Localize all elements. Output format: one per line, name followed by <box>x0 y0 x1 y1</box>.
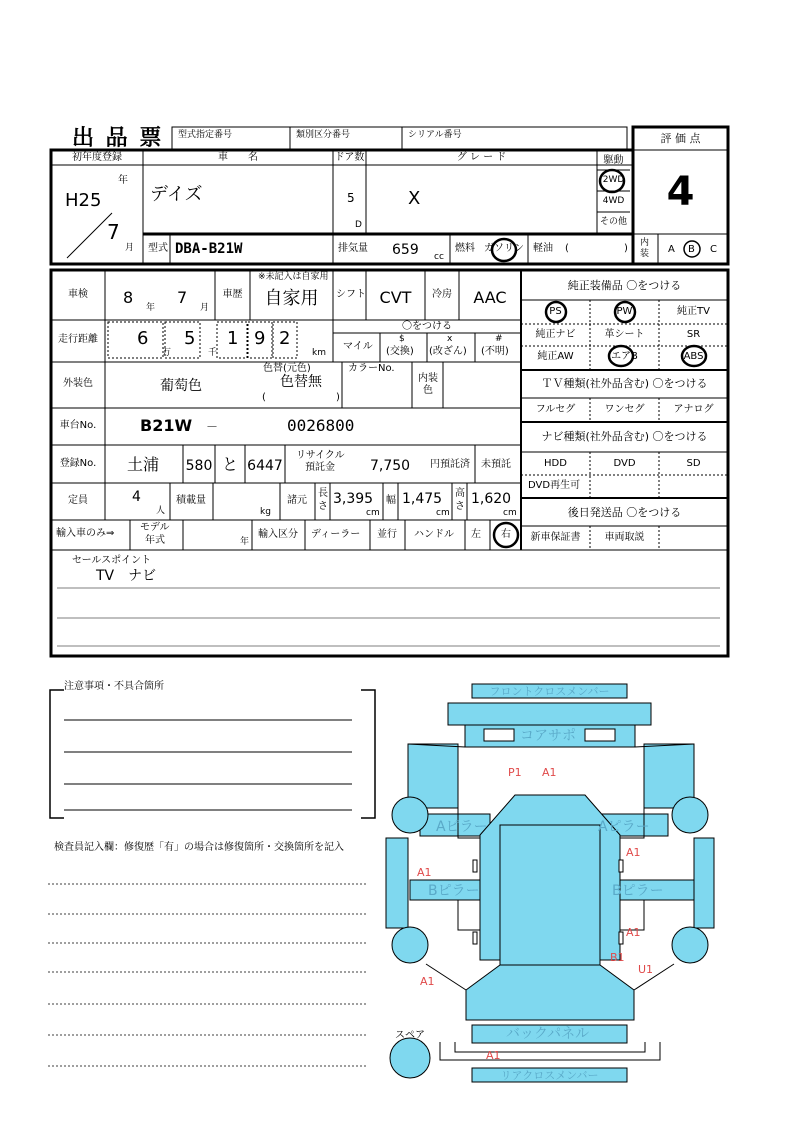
mark-a1-rear: A1 <box>486 1049 501 1062</box>
interior-c[interactable]: C <box>710 244 717 255</box>
mark-a1-front: A1 <box>542 766 557 779</box>
capacity-unit: 人 <box>156 506 166 516</box>
rear-cross-member-label: リアクロスメンバー <box>500 1069 599 1082</box>
recycle-deposited[interactable]: 預託済 <box>440 459 470 470</box>
mileage-digit-2: 5 <box>184 328 196 349</box>
import-type-label: 輸入区分 <box>258 529 298 540</box>
genuine-pw[interactable]: PW <box>616 306 633 317</box>
displacement-unit: cc <box>434 252 444 262</box>
unknown-option[interactable]: (不明) <box>481 346 509 357</box>
later-manual[interactable]: 車両取説 <box>604 532 645 543</box>
circle-note: 〇をつける <box>402 321 452 332</box>
mileage-digit-4: 9 <box>254 328 266 349</box>
tv-analog[interactable]: アナログ <box>673 404 714 415</box>
category-label: 類別区分番号 <box>296 130 351 140</box>
genuine-navi[interactable]: 純正ナビ <box>535 329 576 340</box>
length-unit: cm <box>366 508 380 518</box>
recycle-value: 7,750 <box>370 458 411 474</box>
drive-label: 駆動 <box>603 155 624 166</box>
mark-a1-left-mid: A1 <box>417 866 432 879</box>
navi-dvd-play[interactable]: DVD再生可 <box>528 480 581 491</box>
mark-dollar: $ <box>399 334 405 344</box>
fuel-diesel[interactable]: 軽油 <box>533 243 553 254</box>
history-value: 自家用 <box>264 288 319 309</box>
mark-hash: # <box>495 334 503 344</box>
interior-a[interactable]: A <box>668 244 675 255</box>
plate-class: 580 <box>185 458 213 474</box>
color-no-label: カラーNo. <box>348 363 395 374</box>
color-value: 葡萄色 <box>160 378 202 394</box>
mileage-digit-3: 1 <box>227 328 239 349</box>
drive-4wd[interactable]: 4WD <box>602 196 625 206</box>
interior-b[interactable]: B <box>688 244 695 255</box>
shift-value: CVT <box>379 288 412 307</box>
sales-point-label: セールスポイント <box>72 555 152 566</box>
dims-label: 諸元 <box>287 495 307 506</box>
capacity-value: 4 <box>132 489 141 505</box>
tv-fullseg[interactable]: フルセグ <box>535 404 576 415</box>
drive-other[interactable]: その他 <box>599 217 627 227</box>
car-name-value: デイズ <box>150 184 203 205</box>
inspection-year: 8 <box>123 288 134 307</box>
spare-label: スペア <box>395 1030 425 1041</box>
color-label: 外装色 <box>63 378 93 389</box>
genuine-ps[interactable]: PS <box>549 306 562 317</box>
model-year-label-1: モデル <box>140 522 170 533</box>
doors-value: 5 <box>347 191 355 205</box>
handle-label: ハンドル <box>414 529 454 540</box>
recycle-unit: 円 <box>430 459 440 470</box>
chassis-dash: － <box>206 420 219 434</box>
mile-option[interactable]: マイル <box>343 341 373 352</box>
interior-label: 内装 <box>640 238 650 259</box>
inspection-month: 7 <box>177 288 188 307</box>
length-value: 3,395 <box>333 491 374 507</box>
inspection-month-unit: 月 <box>200 303 210 313</box>
month-unit: 月 <box>125 243 135 253</box>
repaint-paren-open: ( <box>262 392 266 403</box>
height-label-2: さ <box>455 501 465 512</box>
mileage-label: 走行距離 <box>58 334 98 345</box>
back-panel-label: バックパネル <box>506 1026 590 1042</box>
mileage-man: 万 <box>162 348 172 358</box>
grade-label: グ レ ー ド <box>456 152 507 163</box>
fuel-paren-close: ) <box>624 243 628 254</box>
model-designation-label: 型式指定番号 <box>178 130 233 140</box>
serial-label: シリアル番号 <box>408 130 462 140</box>
fuel-gasoline[interactable]: ガソリン <box>484 243 524 254</box>
ac-label: 冷房 <box>432 289 452 300</box>
handle-left[interactable]: 左 <box>471 529 481 540</box>
fuel-paren-open: ( <box>565 243 569 254</box>
displacement-value: 659 <box>392 242 419 258</box>
history-note: ※未記入は自家用 <box>258 272 329 282</box>
mark-u1: U1 <box>638 963 654 976</box>
plate-region: 土浦 <box>127 455 160 474</box>
genuine-aw[interactable]: 純正AW <box>537 351 574 362</box>
repaint-label: 色替(元色) <box>263 363 311 374</box>
later-warranty[interactable]: 新車保証書 <box>530 532 581 543</box>
mark-a1-right-mid: A1 <box>626 926 641 939</box>
chassis-label: 車台No. <box>59 420 97 431</box>
rating-label: 評 価 点 <box>660 132 701 145</box>
length-label-2: さ <box>318 501 328 512</box>
chassis-number: 0026800 <box>287 416 355 435</box>
handle-right[interactable]: 右 <box>501 529 511 540</box>
height-value: 1,620 <box>471 491 512 507</box>
genuine-header: 純正装備品 〇をつける <box>567 279 682 292</box>
chassis-prefix: B21W <box>140 416 193 435</box>
width-value: 1,475 <box>402 491 443 507</box>
navi-hdd[interactable]: HDD <box>544 458 567 469</box>
a-pillar-left-label: Aピラー <box>436 819 488 835</box>
later-header: 後日発送品 〇をつける <box>567 506 682 519</box>
b-pillar-right-label: Bピラー <box>612 883 664 899</box>
mark-a1-left-rear: A1 <box>420 975 435 988</box>
displacement-label: 排気量 <box>338 243 368 254</box>
load-unit: kg <box>260 507 271 517</box>
genuine-leather[interactable]: 革シート <box>604 329 645 340</box>
mileage-digit-1: 6 <box>137 328 149 349</box>
load-label: 積載量 <box>176 495 206 506</box>
genuine-airbag[interactable]: エアB <box>611 351 638 362</box>
year-value: H25 <box>65 190 102 211</box>
mileage-unit: km <box>312 348 326 358</box>
mileage-sen: 千 <box>208 348 218 358</box>
genuine-tv[interactable]: 純正TV <box>677 306 710 317</box>
shift-label: シフト <box>336 289 366 300</box>
history-label: 車歴 <box>222 289 243 300</box>
recycle-label-2: 預託金 <box>305 462 335 473</box>
fuel-label: 燃料 <box>455 243 475 254</box>
genuine-sr[interactable]: SR <box>686 329 701 340</box>
model-year-unit: 年 <box>240 537 250 547</box>
length-label-1: 長 <box>318 488 328 499</box>
recycle-not-deposited[interactable]: 未預託 <box>481 459 511 470</box>
drive-2wd[interactable]: 2WD <box>602 175 625 185</box>
width-unit: cm <box>436 508 450 518</box>
tv-oneseg[interactable]: ワンセグ <box>604 404 645 415</box>
mileage-digit-5: 2 <box>279 328 291 349</box>
height-label-1: 高 <box>455 488 465 499</box>
genuine-abs[interactable]: ABS <box>683 351 704 362</box>
capacity-label: 定員 <box>68 495 88 506</box>
a-pillar-right-label: Aピラー <box>598 819 650 835</box>
navi-header: ナビ種類(社外品含む) 〇をつける <box>541 430 708 443</box>
plate-label: 登録No. <box>59 458 97 469</box>
tv-header: ＴＶ種類(社外品含む) 〇をつける <box>541 377 708 390</box>
caution-label: 注意事項・不具合箇所 <box>64 681 164 692</box>
plate-kana: と <box>221 455 238 474</box>
dealer-option[interactable]: ディーラー <box>311 529 361 540</box>
inspector-label: 検査員記入欄：修復歴「有」の場合は修復箇所・交換箇所を記入 <box>54 842 344 853</box>
repaint-paren-close: ) <box>336 392 340 403</box>
type-value: DBA-B21W <box>175 241 243 257</box>
navi-sd[interactable]: SD <box>686 458 701 469</box>
import-label: 輸入車のみ⇒ <box>56 528 115 539</box>
first-reg-label: 初年度登録 <box>72 152 122 163</box>
interior-color-label-2: 色 <box>423 385 433 396</box>
model-year-label-2: 年式 <box>145 535 165 546</box>
height-unit: cm <box>503 508 517 518</box>
exchanged-option[interactable]: (交換) <box>386 346 414 357</box>
doors-label: ドア数 <box>334 152 365 163</box>
inspection-year-unit: 年 <box>146 303 156 313</box>
mark-p1: P1 <box>508 766 522 779</box>
repaint-value: 色替無 <box>280 374 322 390</box>
inspection-label: 車検 <box>68 289 88 300</box>
form-title: 出 品 票 <box>72 126 164 151</box>
core-support-label: コアサポ <box>520 728 576 744</box>
mark-b1: B1 <box>610 951 625 964</box>
navi-dvd[interactable]: DVD <box>613 458 636 469</box>
altered-option[interactable]: (改ざん) <box>429 346 467 357</box>
b-pillar-left-label: Bピラー <box>428 883 480 899</box>
interior-color-label-1: 内装 <box>418 373 438 384</box>
mark-x: x <box>447 334 453 344</box>
grade-value: X <box>408 188 421 209</box>
doors-unit: D <box>355 220 362 230</box>
parallel-option[interactable]: 並行 <box>377 529 397 540</box>
recycle-label-1: リサイクル <box>296 450 345 461</box>
width-label: 幅 <box>386 495 396 506</box>
plate-number: 6447 <box>247 458 283 474</box>
type-label: 型式 <box>148 243 168 254</box>
car-name-label: 車 名 <box>218 152 258 163</box>
month-value: 7 <box>107 220 120 244</box>
mark-a1-right-front: A1 <box>626 846 641 859</box>
ac-value: AAC <box>473 288 507 307</box>
year-unit: 年 <box>118 175 128 186</box>
rating-value: 4 <box>666 169 695 215</box>
sales-point-value: TV ナビ <box>96 568 157 584</box>
front-cross-member-label: フロントクロスメンバー <box>489 685 610 698</box>
